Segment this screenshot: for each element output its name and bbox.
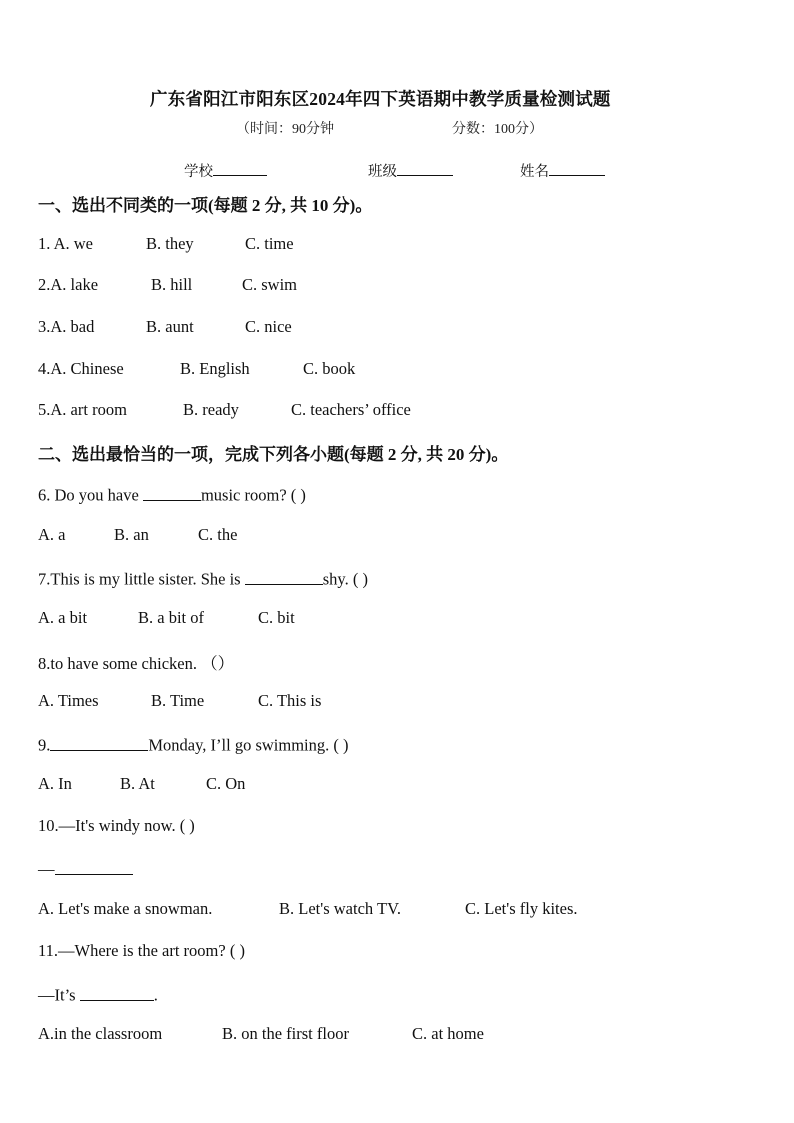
reply-dash: — xyxy=(38,859,55,879)
question-8-stem: 8.to have some chicken. （） xyxy=(38,654,235,673)
option-b: B. Time xyxy=(151,691,205,710)
option-c: C. teachers’ office xyxy=(291,400,411,419)
option-a: A. a bit xyxy=(38,608,88,627)
question-9-stem xyxy=(38,733,349,756)
option-c: C. swim xyxy=(242,275,298,294)
question-10-options xyxy=(38,899,638,921)
option-a: A. Times xyxy=(38,691,99,710)
stem-text-end: Monday, I’ll go swimming. ( ) xyxy=(148,735,349,755)
option-c: C. Let's fly kites. xyxy=(465,899,578,918)
answer-blank xyxy=(50,733,148,751)
option-a: A. bad xyxy=(50,317,95,336)
section1-heading: 一、选出不同类的一项(每题 2 分, 共 10 分)。 xyxy=(38,196,373,215)
option-a: A. lake xyxy=(50,275,99,294)
school-field xyxy=(184,160,267,181)
question-number: 3. xyxy=(38,317,51,336)
stem-text-end: music room? ( ) xyxy=(200,485,306,505)
option-a: A. Chinese xyxy=(50,359,124,378)
stem-text-end: shy. ( ) xyxy=(322,569,368,589)
exam-score: 分数：100分） xyxy=(452,122,543,137)
option-c: C. the xyxy=(198,525,238,544)
answer-blank xyxy=(143,483,201,501)
answer-blank xyxy=(245,567,323,585)
school-blank xyxy=(213,161,267,177)
option-c: C. bit xyxy=(258,608,295,627)
exam-time: （时间：90分钟 xyxy=(236,122,334,137)
option-b: B. a bit of xyxy=(138,608,204,627)
name-label: 姓名 xyxy=(520,164,549,180)
option-c: C. On xyxy=(206,774,246,793)
name-field xyxy=(520,160,605,181)
class-blank xyxy=(397,161,453,177)
class-label: 班级 xyxy=(368,164,397,180)
answer-blank xyxy=(80,983,154,1001)
option-a: A.in the classroom xyxy=(38,1024,163,1043)
question-10-reply xyxy=(38,857,133,880)
question-2 xyxy=(38,275,438,297)
stem-text: 7.This is my little sister. She is xyxy=(38,569,245,589)
option-b: B. aunt xyxy=(146,317,194,336)
question-10-stem: 10.—It's windy now. ( ) xyxy=(38,816,195,835)
stem-text: 6. Do you have xyxy=(38,485,143,505)
option-c: C. time xyxy=(245,234,294,253)
option-c: C. This is xyxy=(258,691,322,710)
question-11-reply xyxy=(38,983,158,1006)
school-label: 学校 xyxy=(184,164,213,180)
option-a: A. art room xyxy=(50,400,127,419)
question-7-stem xyxy=(38,567,368,590)
option-b: B. an xyxy=(114,525,149,544)
option-b: B. on the first floor xyxy=(222,1024,349,1043)
option-a: A. we xyxy=(53,234,93,253)
option-c: C. nice xyxy=(245,317,292,336)
question-6-stem xyxy=(38,483,306,506)
question-11-options xyxy=(38,1024,638,1046)
question-6-options xyxy=(38,525,438,547)
question-8-options xyxy=(38,691,438,713)
question-11-stem: 11.—Where is the art room? ( ) xyxy=(38,941,245,960)
section2-heading: 二、选出最恰当的一项，完成下列各小题(每题 2 分, 共 20 分)。 xyxy=(38,445,509,464)
reply-text: —It’s xyxy=(38,985,80,1005)
question-number: 2. xyxy=(38,275,51,294)
stem-text: 9. xyxy=(38,735,51,755)
question-5 xyxy=(38,400,458,422)
question-number: 1. xyxy=(38,234,54,253)
option-b: B. English xyxy=(180,359,250,378)
question-number: 5. xyxy=(38,400,51,419)
option-b: B. they xyxy=(146,234,194,253)
answer-blank xyxy=(55,857,133,875)
option-a: A. a xyxy=(38,525,66,544)
question-number: 4. xyxy=(38,359,51,378)
option-a: A. In xyxy=(38,774,72,793)
question-9-options xyxy=(38,774,438,796)
reply-text-end: . xyxy=(153,985,158,1005)
option-b: B. ready xyxy=(183,400,239,419)
name-blank xyxy=(549,161,605,177)
exam-title: 广东省阳江市阳东区2024年四下英语期中教学质量检测试题 xyxy=(150,89,611,109)
class-field xyxy=(368,160,453,181)
question-7-options xyxy=(38,608,438,630)
question-1 xyxy=(38,234,438,256)
option-c: C. at home xyxy=(412,1024,484,1043)
question-4 xyxy=(38,359,438,381)
option-c: C. book xyxy=(303,359,356,378)
option-b: B. At xyxy=(120,774,155,793)
option-b: B. hill xyxy=(151,275,193,294)
option-b: B. Let's watch TV. xyxy=(279,899,401,918)
question-3 xyxy=(38,317,438,339)
option-a: A. Let's make a snowman. xyxy=(38,899,213,918)
